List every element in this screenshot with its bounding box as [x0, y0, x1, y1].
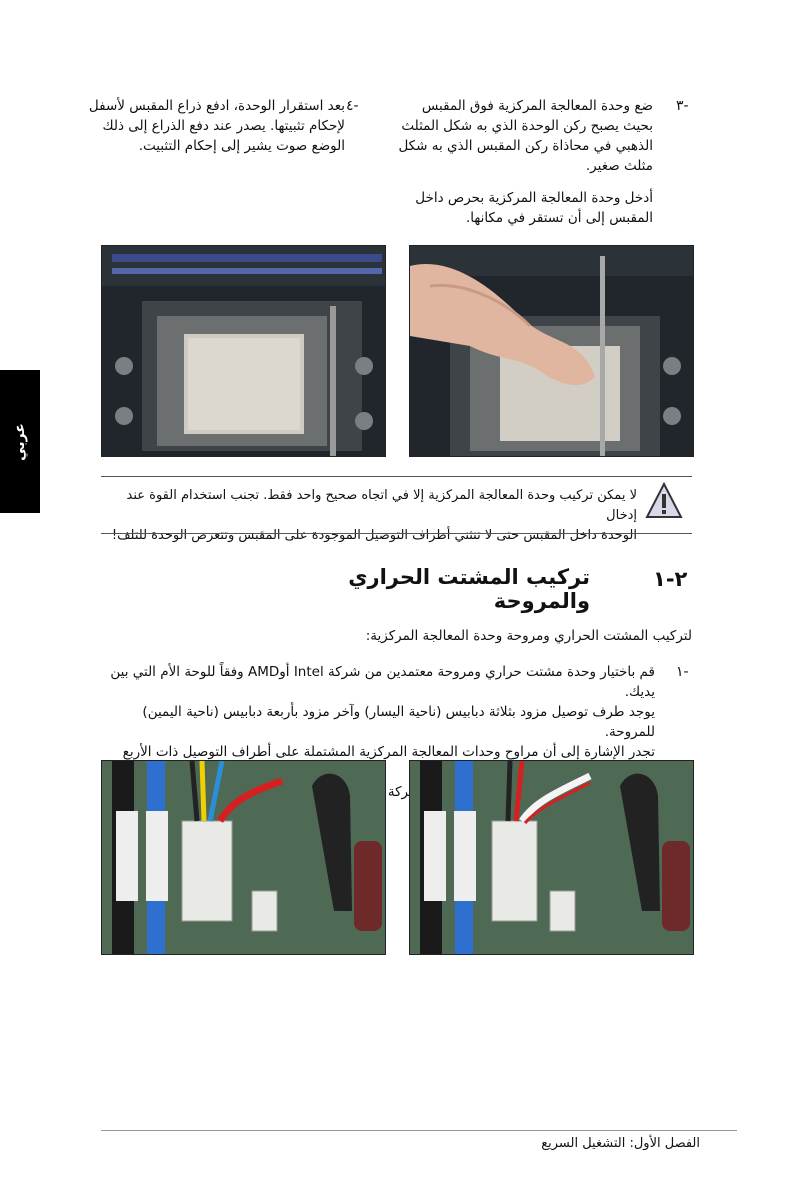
step1-line: يوجد طرف توصيل مزود بثلاثة دبابيس (ناحية اليسار) وآخر مزود بأربعة دبابيس (ناحية اليمين) للمروحة. — [142, 704, 655, 740]
note-rule-top — [101, 476, 692, 477]
note-rule-bottom — [101, 533, 692, 534]
footer-text: الفصل الأول: التشغيل السريع — [541, 1136, 700, 1151]
section-number: ٢-١ — [653, 567, 688, 591]
four-pin-connector-photo — [101, 760, 386, 955]
section-title: تركيب المشتت الحراري والمروحة — [348, 565, 590, 613]
step3-line: الذهبي في محاذاة ركن المقبس الذي به شكل — [398, 138, 653, 154]
step4-line: لإحكام تثبيتها. يصدر عند دفع الذراع إلى ذلك — [102, 118, 345, 134]
step1-line: قم باختيار وحدة مشتت حراري ومروحة معتمدين من شركة Intel أوAMD وفقاً للوحة الأم التي بين يديك. — [110, 664, 655, 700]
step4-line: بعد استقرار الوحدة، ادفع ذراع المقبس لأسفل — [88, 98, 345, 114]
footer-rule — [101, 1130, 737, 1131]
warning-triangle-icon — [645, 482, 683, 520]
step3-number: ٣- — [676, 98, 689, 114]
step1-line: تجدر الإشارة إلى أن مراوح وحدات المعالجة المركزية المشتملة على أطراف التوصيل ذات الأربع — [122, 744, 655, 760]
language-side-tab — [0, 370, 40, 513]
note-text — [101, 486, 637, 546]
step4-number: ٤- — [346, 98, 359, 114]
cpu-socket-photo — [101, 245, 386, 457]
three-pin-connector-photo — [409, 760, 694, 955]
section-intro: لتركيب المشتت الحراري ومروحة وحدة المعالجة المركزية: — [365, 628, 692, 644]
cpu-insert-photo — [409, 245, 694, 457]
note-line: لا يمكن تركيب وحدة المعالجة المركزية إلا في اتجاه صحيح واحد فقط. تجنب استخدام القوة عند إدخال — [126, 488, 637, 523]
step1-number: ١- — [676, 664, 689, 680]
step3-line: ضع وحدة المعالجة المركزية فوق المقبس — [421, 98, 653, 114]
step4-text — [60, 96, 345, 156]
step3-line: أدخل وحدة المعالجة المركزية بحرص داخل — [415, 190, 653, 206]
step3-line: بحيث يصبح ركن الوحدة الذي به شكل المثلث — [401, 118, 653, 134]
note-line: الوحدة داخل المقبس حتى لا تنثني أطراف التوصيل الموجودة على المقبس وتتعرض الوحدة للتلف! — [111, 528, 637, 543]
step3-line: المقبس إلى أن تستقر في مكانها. — [465, 210, 653, 226]
step3-text — [385, 96, 653, 228]
step4-line: الوضع صوت يشير إلى إحكام التثبيت. — [138, 138, 345, 154]
step1-line: بشركة — [387, 784, 425, 800]
side-tab-label: عربي — [11, 422, 28, 461]
step3-line: مثلث صغير. — [585, 158, 653, 174]
